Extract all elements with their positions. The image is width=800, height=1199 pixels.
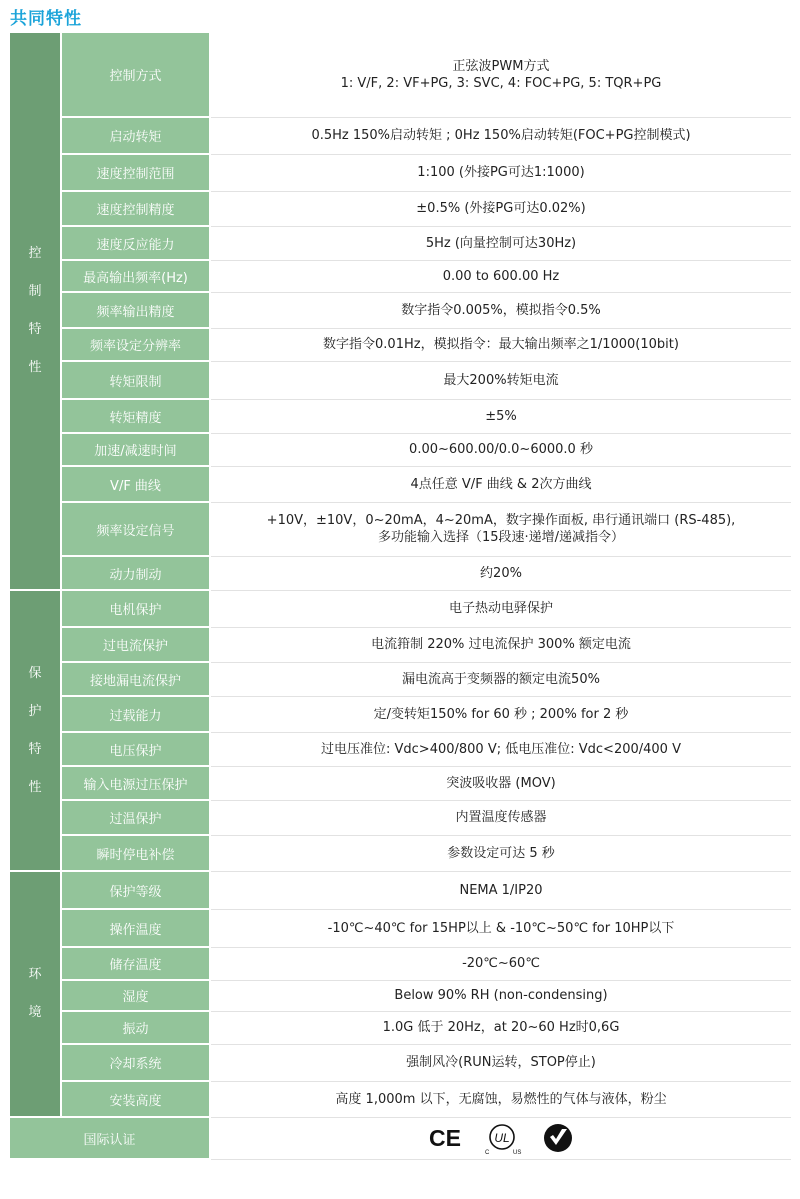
table-row — [10, 732, 791, 766]
row-value — [210, 361, 791, 399]
row-value-line: Below 90% RH (non-condensing) — [394, 988, 608, 1003]
group-label-char: 特 — [28, 322, 42, 337]
row-value — [210, 556, 791, 590]
row-label: 电机保护 — [61, 590, 210, 627]
row-value-line: 定/变转矩150% for 60 秒 ; 200% for 2 秒 — [373, 706, 629, 722]
ce-mark-icon — [428, 1125, 462, 1151]
row-value — [210, 328, 791, 361]
row-label: 转矩限制 — [61, 361, 210, 399]
row-label: 启动转矩 — [61, 117, 210, 154]
table-row — [10, 292, 791, 328]
group-label-char: 特 — [28, 741, 42, 757]
ul-c-text: C — [485, 1150, 490, 1156]
row-value-line: 过电压准位: Vdc>400/800 V; 低电压准位: Vdc<200/400 V — [321, 741, 681, 757]
row-value — [210, 33, 791, 117]
row-label: 冷却系统 — [61, 1044, 210, 1081]
row-value-line: 1.0G 低于 20Hz，at 20~60 Hz时0,6G — [382, 1020, 620, 1035]
table-row — [10, 1044, 791, 1081]
table-row — [10, 556, 791, 590]
table-row — [10, 117, 791, 154]
group-label-char: 制 — [28, 284, 42, 299]
table-row — [10, 590, 791, 627]
row-value — [210, 662, 791, 696]
table-row — [10, 980, 791, 1011]
row-value — [210, 226, 791, 260]
row-value-line: 约20% — [480, 565, 522, 581]
group-label-char: 护 — [28, 703, 42, 719]
row-value-line: 漏电流高于变频器的额定电流50% — [402, 671, 600, 687]
row-value-line: ±0.5% (外接PG可达0.02%) — [416, 201, 586, 216]
group-control-characteristics — [10, 33, 61, 590]
table-row — [10, 766, 791, 800]
row-value — [210, 627, 791, 662]
row-value-line: 0.00~600.00/0.0~6000.0 秒 — [409, 442, 593, 457]
table-row — [10, 33, 791, 117]
row-value — [210, 909, 791, 947]
row-value-line: -20℃~60℃ — [462, 956, 540, 971]
row-label: 过温保护 — [61, 800, 210, 835]
group-label-char: 控 — [28, 246, 42, 261]
group-environment — [10, 871, 61, 1117]
row-value — [210, 502, 791, 556]
row-value-line: 多功能输入选择（15段速·递增/递减指令） — [377, 530, 625, 545]
row-value — [210, 871, 791, 909]
group-protection-characteristics — [10, 590, 61, 871]
row-value-line: NEMA 1/IP20 — [459, 882, 543, 898]
row-value-line: 最大200%转矩电流 — [443, 372, 559, 388]
row-value-line: 突波吸收器 (MOV) — [446, 775, 556, 791]
table-row — [10, 696, 791, 732]
row-value — [210, 292, 791, 328]
group-label-char: 环 — [28, 967, 42, 982]
table-row — [10, 328, 791, 361]
row-value — [210, 1044, 791, 1081]
group-label-char: 性 — [28, 779, 42, 795]
table-row — [10, 1011, 791, 1044]
row-value — [210, 835, 791, 871]
table-row — [10, 466, 791, 502]
row-label: 动力制动 — [61, 556, 210, 590]
row-label: 振动 — [61, 1011, 210, 1044]
row-label: 操作温度 — [61, 909, 210, 947]
table-row — [10, 909, 791, 947]
cul-us-mark-icon — [480, 1120, 524, 1156]
spec-table — [10, 33, 791, 1160]
row-label: 接地漏电流保护 — [61, 662, 210, 696]
table-row — [10, 361, 791, 399]
row-value — [210, 590, 791, 627]
table-row — [10, 399, 791, 433]
table-row — [10, 1081, 791, 1117]
row-value-line: 高度 1,000m 以下，无腐蚀，易燃性的气体与液体，粉尘 — [335, 1091, 667, 1107]
row-value — [210, 800, 791, 835]
row-label: 湿度 — [61, 980, 210, 1011]
page-title: 共同特性 — [10, 9, 82, 29]
row-label: 瞬时停电补偿 — [61, 835, 210, 871]
row-label: 转矩精度 — [61, 399, 210, 433]
table-row — [10, 871, 791, 909]
row-label: 速度反应能力 — [61, 226, 210, 260]
row-value — [210, 732, 791, 766]
row-value-line: 电子热动电驿保护 — [448, 601, 553, 616]
row-value — [210, 399, 791, 433]
row-label: 最高输出频率(Hz) — [61, 260, 210, 292]
row-label: 输入电源过压保护 — [61, 766, 210, 800]
row-label-certification: 国际认证 — [10, 1117, 210, 1159]
row-value — [210, 980, 791, 1011]
row-value — [210, 1081, 791, 1117]
row-value-line: 数字指令0.005%，模拟指令0.5% — [401, 302, 601, 318]
row-value-line: 参数设定可达 5 秒 — [447, 845, 555, 861]
row-value-line: ±5% — [485, 408, 517, 424]
row-value-line: 1:100 (外接PG可达1:1000) — [417, 165, 585, 180]
row-value-line: 内置温度传感器 — [455, 810, 547, 825]
row-value-line: -10℃~40℃ for 15HP以上 & -10℃~50℃ for 10HP以下 — [327, 920, 675, 936]
row-value — [210, 947, 791, 980]
row-value-line: 强制风冷(RUN运转，STOP停止) — [406, 1055, 596, 1070]
table-row — [10, 627, 791, 662]
row-label: 频率设定分辨率 — [61, 328, 210, 361]
table-row — [10, 154, 791, 191]
ul-us-text: US — [513, 1150, 522, 1156]
row-label: 储存温度 — [61, 947, 210, 980]
table-row — [10, 502, 791, 556]
row-value-line: 0.5Hz 150%启动转矩 ; 0Hz 150%启动转矩(FOC+PG控制模式) — [311, 128, 691, 143]
table-row — [10, 662, 791, 696]
group-label-char: 性 — [28, 360, 42, 375]
row-value — [210, 191, 791, 226]
row-label: 速度控制精度 — [61, 191, 210, 226]
row-value-line: 5Hz (向量控制可达30Hz) — [425, 235, 577, 251]
row-label: 频率输出精度 — [61, 292, 210, 328]
row-value — [210, 260, 791, 292]
row-value-line: 正弦波PWM方式 — [452, 58, 550, 74]
table-row — [10, 191, 791, 226]
row-value — [210, 154, 791, 191]
row-label: V/F 曲线 — [61, 466, 210, 502]
row-label: 速度控制范围 — [61, 154, 210, 191]
row-value — [210, 433, 791, 466]
row-label: 加速/减速时间 — [61, 433, 210, 466]
table-row — [10, 226, 791, 260]
table-row — [10, 433, 791, 466]
row-label: 电压保护 — [61, 732, 210, 766]
row-label: 频率设定信号 — [61, 502, 210, 556]
table-row — [10, 260, 791, 292]
row-value-line: 数字指令0.01Hz，模拟指令：最大输出频率之1/1000(10bit) — [323, 337, 679, 352]
row-label: 控制方式 — [61, 33, 210, 117]
row-value-line: 4点任意 V/F 曲线 & 2次方曲线 — [410, 476, 592, 492]
table-row — [10, 947, 791, 980]
table-row — [10, 835, 791, 871]
row-value-line: 0.00 to 600.00 Hz — [442, 268, 560, 284]
row-value-line: 电流箝制 220% 过电流保护 300% 额定电流 — [371, 637, 631, 652]
row-value-line: 1: V/F, 2: VF+PG, 3: SVC, 4: FOC+PG, 5: TQR+PG — [340, 75, 662, 91]
row-value — [210, 696, 791, 732]
c-tick-mark-icon — [542, 1122, 574, 1154]
row-value — [210, 766, 791, 800]
row-label: 过载能力 — [61, 696, 210, 732]
group-label-char: 境 — [28, 1005, 42, 1020]
row-value — [210, 1011, 791, 1044]
row-value — [210, 117, 791, 154]
certification-marks — [210, 1117, 791, 1159]
group-label-char: 保 — [28, 665, 42, 681]
row-value — [210, 466, 791, 502]
row-label: 保护等级 — [61, 871, 210, 909]
ce-mark-text: CE — [429, 1125, 461, 1151]
row-label: 过电流保护 — [61, 627, 210, 662]
table-row-certification — [10, 1117, 791, 1159]
row-value-line: +10V，±10V，0~20mA，4~20mA，数字操作面板, 串行通讯端口 (RS-485), — [266, 513, 736, 528]
table-row — [10, 800, 791, 835]
row-label: 安装高度 — [61, 1081, 210, 1117]
ul-text: UL — [494, 1131, 510, 1145]
